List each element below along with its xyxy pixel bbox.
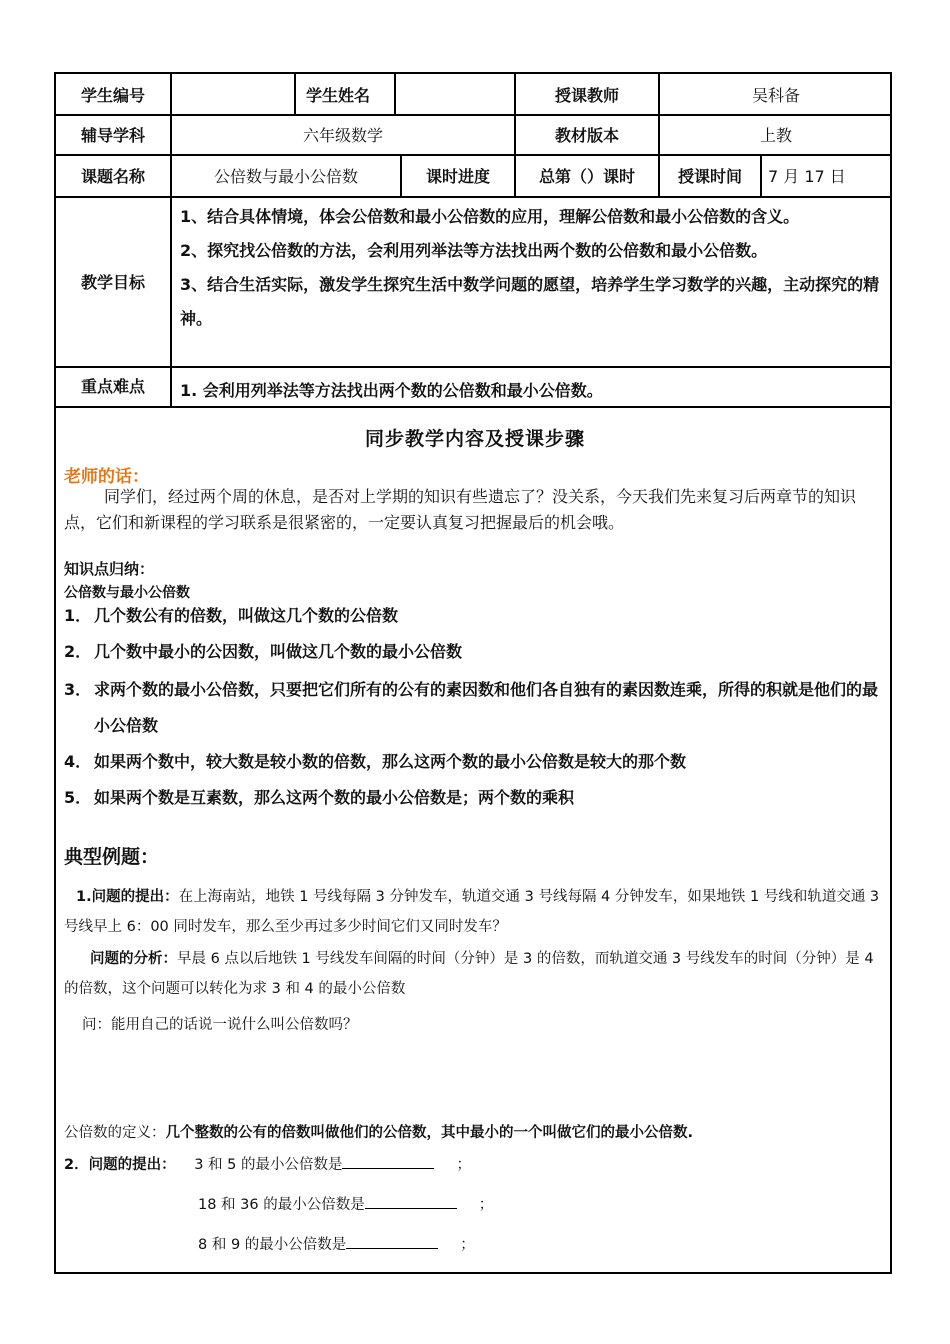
semicolon: ； bbox=[460, 1237, 475, 1253]
grid-line bbox=[56, 154, 890, 156]
grid-line bbox=[56, 366, 890, 368]
semicolon: ； bbox=[478, 1197, 494, 1213]
student-id-label: 学生编号 bbox=[80, 86, 145, 105]
goals-label: 教学目标 bbox=[80, 273, 145, 292]
item-text: 求两个数的最小公倍数，只要把它们所有的公有的素因数和他们各自独有的素因数连乘，所得的积就是他们的最小公倍数 bbox=[94, 680, 879, 735]
knowledge-title: 知识点归纳： bbox=[64, 560, 155, 578]
knowledge-subtitle: 公倍数与最小公倍数 bbox=[64, 585, 190, 601]
goals-list bbox=[180, 200, 886, 336]
item-number: 2． bbox=[64, 642, 92, 661]
item-number: 3． bbox=[64, 680, 92, 699]
definition bbox=[64, 1118, 886, 1148]
analysis-text: 早晨 6 点以后地铁 1 号线发车间隔的时间（分钟）是 3 的倍数，而轨道交通 3 号线发车的时间（分钟）是 4 的倍数，这个问题可以转化为求 3 和 4 的最小公倍数 bbox=[64, 951, 874, 997]
fill-question: 8 和 9 的最小公倍数是 bbox=[198, 1237, 347, 1253]
example-1-analysis bbox=[64, 944, 886, 1004]
teacher-value: 吴科备 bbox=[751, 86, 800, 105]
grid-line bbox=[394, 74, 396, 114]
key-points-value: 1. 会利用列举法等方法找出两个数的公倍数和最小公倍数。 bbox=[180, 381, 603, 400]
examples-title: 典型例题： bbox=[64, 846, 160, 868]
edition-value: 上教 bbox=[759, 126, 792, 145]
goal-item: 3、结合生活实际，激发学生探究生活中数学问题的愿望，培养学生学习数学的兴趣，主动探究的精神。 bbox=[180, 275, 880, 328]
teacher-label: 授课教师 bbox=[554, 86, 619, 105]
analysis-label: 问题的分析： bbox=[90, 951, 177, 967]
grid-line bbox=[170, 196, 172, 406]
example-number: 1. bbox=[76, 889, 92, 905]
grid-line bbox=[760, 154, 762, 196]
goal-item: 1、结合具体情境，体会公倍数和最小公倍数的应用，理解公倍数和最小公倍数的含义。 bbox=[180, 207, 800, 226]
fill-question: 18 和 36 的最小公倍数是 bbox=[198, 1197, 365, 1213]
time-label: 授课时间 bbox=[677, 167, 742, 186]
item-number: 5． bbox=[64, 788, 92, 807]
grid-line bbox=[56, 114, 890, 116]
knowledge-item bbox=[64, 634, 886, 670]
knowledge-item bbox=[64, 598, 886, 634]
lesson-plan-sheet bbox=[54, 72, 892, 1274]
example-2-item bbox=[198, 1230, 798, 1260]
example-1 bbox=[64, 882, 886, 942]
item-text: 几个数公有的倍数，叫做这几个数的公倍数 bbox=[94, 606, 399, 625]
grid-line bbox=[294, 74, 296, 114]
edition-label: 教材版本 bbox=[554, 126, 619, 145]
example-label: 问题的提出： bbox=[88, 1157, 176, 1173]
example-text: 在上海南站，地铁 1 号线每隔 3 分钟发车，轨道交通 3 号线每隔 4 分钟发车，如果地铁 1 号线和轨道交通 3 号线早上 6：00 同时发车，那么至少再过多少时间它们又同时发车？ bbox=[64, 889, 880, 935]
definition-text: 几个整数的公有的倍数叫做他们的公倍数，其中最小的一个叫做它们的最小公倍数. bbox=[165, 1125, 694, 1141]
item-text: 如果两个数中，较大数是较小数的倍数，那么这两个数的最小公倍数是较大的那个数 bbox=[94, 752, 687, 771]
item-number: 1． bbox=[64, 606, 92, 625]
knowledge-item bbox=[64, 744, 886, 780]
answer-blank[interactable] bbox=[346, 1234, 438, 1249]
section-title: 同步教学内容及授课步骤 bbox=[364, 428, 585, 450]
example-2-item bbox=[198, 1190, 798, 1220]
progress-value: 总第（）课时 bbox=[538, 167, 635, 186]
item-number: 4． bbox=[64, 752, 92, 771]
item-text: 如果两个数是互素数，那么这两个数的最小公倍数是；两个数的乘积 bbox=[94, 788, 575, 807]
grid-line bbox=[56, 406, 890, 408]
example-number: 2． bbox=[64, 1157, 89, 1173]
time-value: 7 月 17 日 bbox=[768, 167, 846, 186]
grid-line bbox=[170, 74, 172, 114]
student-name-label: 学生姓名 bbox=[306, 86, 371, 105]
example-label: 问题的提出： bbox=[91, 889, 179, 905]
answer-blank[interactable] bbox=[365, 1194, 457, 1209]
item-text: 几个数中最小的公因数，叫做这几个数的最小公倍数 bbox=[94, 642, 463, 661]
semicolon: ； bbox=[456, 1157, 471, 1173]
subject-label: 辅导学科 bbox=[80, 126, 145, 145]
progress-label: 课时进度 bbox=[425, 167, 490, 186]
question-text: 问：能用自己的话说一说什么叫公倍数吗？ bbox=[82, 1017, 358, 1033]
grid-line bbox=[56, 196, 890, 198]
knowledge-item bbox=[64, 780, 886, 816]
fill-question: 3 和 5 的最小公倍数是 bbox=[194, 1157, 343, 1173]
teacher-words-text: 同学们，经过两个周的休息，是否对上学期的知识有些遗忘了？没关系，今天我们先来复习后两章节的知识点，它们和新课程的学习联系是很紧密的，一定要认真复习把握最后的机会哦。 bbox=[64, 487, 857, 532]
example-2 bbox=[64, 1150, 886, 1180]
answer-blank[interactable] bbox=[342, 1154, 434, 1169]
key-points-label: 重点难点 bbox=[80, 377, 145, 396]
definition-label: 公倍数的定义： bbox=[64, 1125, 166, 1141]
subject-value: 六年级数学 bbox=[302, 126, 383, 145]
topic-label: 课题名称 bbox=[80, 167, 145, 186]
knowledge-item bbox=[64, 672, 886, 744]
teacher-words-label: 老师的话： bbox=[64, 467, 149, 487]
topic-value: 公倍数与最小公倍数 bbox=[213, 167, 358, 186]
goal-item: 2、探究找公倍数的方法，会利用列举法等方法找出两个数的公倍数和最小公倍数。 bbox=[180, 241, 768, 260]
